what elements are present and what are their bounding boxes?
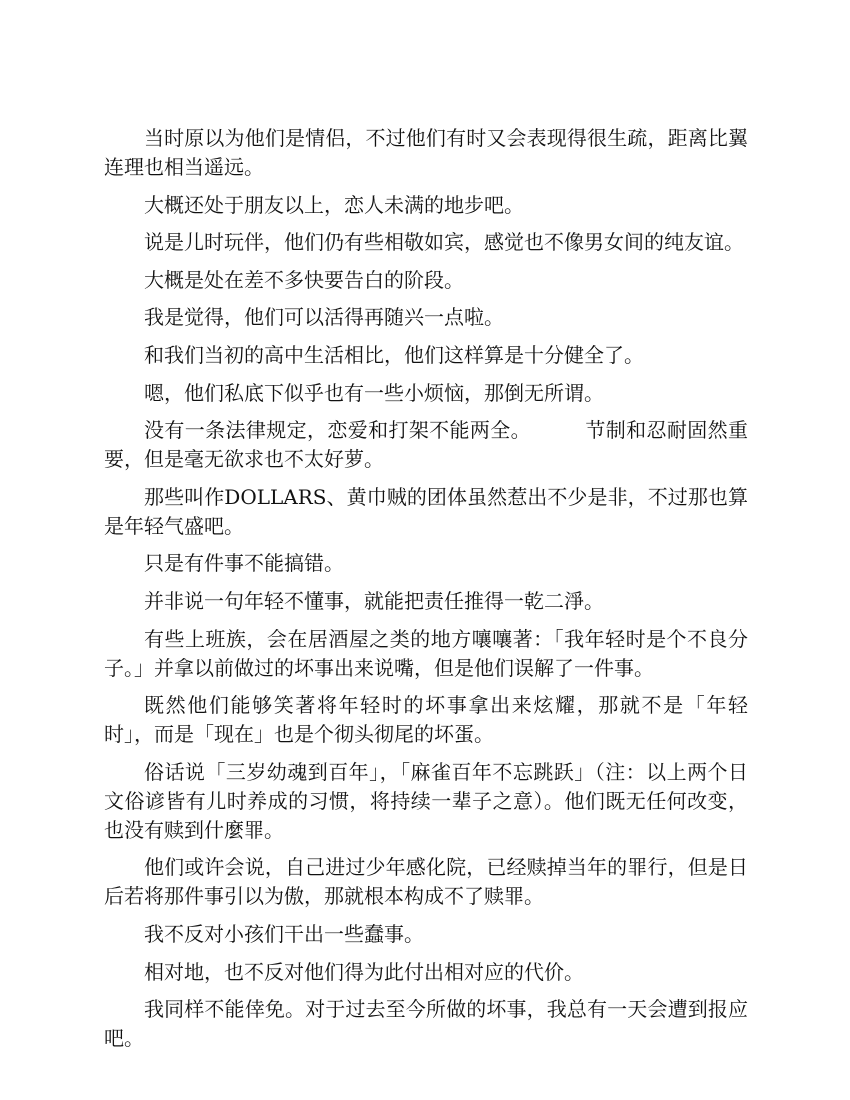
- paragraph: 相对地，也不反对他们得为此付出相对应的代价。: [144, 959, 584, 984]
- paragraph: 既然他们能够笑著将年轻时的坏事拿出来炫耀，那就不是「年轻时」，而是「现在」也是个彻头彻尾的坏蛋。: [104, 693, 748, 747]
- paragraph: 他们或许会说，自己进过少年感化院，已经赎掉当年的罪行，但是日后若将那件事引以为傲，那就根本构成不了赎罪。: [104, 855, 748, 909]
- paragraph: 我同样不能倖免。对于过去至今所做的坏事，我总有一天会遭到报应吧。: [104, 997, 748, 1051]
- paragraph: 嗯，他们私底下似乎也有一些小烦恼，那倒无所谓。: [144, 380, 604, 405]
- paragraph: 那些叫作DOLLARS、黄巾贼的团体虽然惹出不少是非，不过那也算是年轻气盛吧。: [104, 484, 748, 538]
- paragraph: 和我们当初的高中生活相比，他们这样算是十分健全了。: [144, 342, 644, 367]
- paragraph: 大概还处于朋友以上，恋人未满的地步吧。: [144, 192, 524, 217]
- paragraph: 我是觉得，他们可以活得再随兴一点啦。: [144, 305, 504, 330]
- document-page: [104, 124, 748, 1062]
- paragraph: 说是儿时玩伴，他们仍有些相敬如宾，感觉也不像男女间的纯友谊。: [144, 230, 744, 255]
- paragraph: 俗话说「三岁幼魂到百年」，「麻雀百年不忘跳跃」（注：以上两个日文俗谚皆有儿时养成的习惯，将持续一辈子之意）。他们既无任何改变，也没有赎到什麼罪。: [104, 759, 748, 842]
- paragraph-head: 没有一条法律规定，恋爱和打架不能两全。: [144, 418, 532, 443]
- paragraph: 当时原以为他们是情侣，不过他们有时又会表现得很生疏，距离比翼连理也相当遥远。: [104, 126, 748, 179]
- paragraph: 我不反对小孩们干出一些蠢事。: [144, 921, 424, 946]
- paragraph: 大概是处在差不多快要告白的阶段。: [144, 267, 464, 292]
- paragraph-tail: 节制和忍耐固然重要，但是毫无欲求也不太好萝。: [104, 418, 749, 472]
- paragraph: 只是有件事不能搞错。: [144, 551, 344, 576]
- paragraph: 有些上班族，会在居酒屋之类的地方嚷嚷著：「我年轻时是个不良分子。」并拿以前做过的坏事出来说嘴，但是他们误解了一件事。: [104, 626, 748, 680]
- paragraph: 并非说一句年轻不懂事，就能把责任推得一乾二淨。: [144, 588, 604, 613]
- paragraph: [104, 416, 748, 474]
